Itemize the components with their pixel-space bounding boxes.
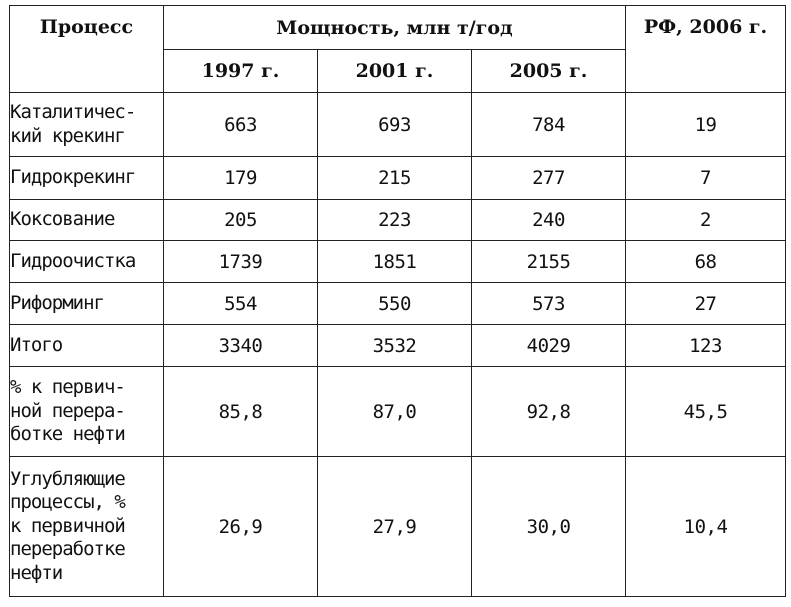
value-cell: 92,8 <box>472 367 626 457</box>
value-cell: 2155 <box>472 241 626 283</box>
table-row <box>10 93 786 157</box>
value-cell: 3340 <box>164 325 318 367</box>
value-cell: 550 <box>318 283 472 325</box>
value-cell: 277 <box>472 157 626 200</box>
capacity-table <box>9 5 786 597</box>
row-label: Углубляющие процессы, % к первичной переработке нефти <box>10 457 164 597</box>
row-label: Риформинг <box>10 283 164 325</box>
value-cell: 2 <box>626 200 786 241</box>
value-cell: 27,9 <box>318 457 472 597</box>
value-cell: 663 <box>164 93 318 157</box>
value-cell: 26,9 <box>164 457 318 597</box>
value-cell: 205 <box>164 200 318 241</box>
value-cell: 693 <box>318 93 472 157</box>
row-label: Каталитичес- кий крекинг <box>10 93 164 157</box>
table-row <box>10 367 786 457</box>
value-cell: 223 <box>318 200 472 241</box>
header-year-2001: 2001 г. <box>318 50 472 93</box>
header-rf-2006: РФ, 2006 г. <box>626 6 786 93</box>
value-cell: 10,4 <box>626 457 786 597</box>
value-cell: 68 <box>626 241 786 283</box>
value-cell: 573 <box>472 283 626 325</box>
table-row <box>10 325 786 367</box>
table-row <box>10 200 786 241</box>
row-label: % к первич- ной перера- ботке нефти <box>10 367 164 457</box>
header-capacity: Мощность, млн т/год <box>164 6 626 50</box>
value-cell: 27 <box>626 283 786 325</box>
table-row <box>10 241 786 283</box>
value-cell: 87,0 <box>318 367 472 457</box>
value-cell: 123 <box>626 325 786 367</box>
value-cell: 240 <box>472 200 626 241</box>
value-cell: 30,0 <box>472 457 626 597</box>
header-year-1997: 1997 г. <box>164 50 318 93</box>
value-cell: 784 <box>472 93 626 157</box>
value-cell: 1851 <box>318 241 472 283</box>
row-label: Коксование <box>10 200 164 241</box>
row-label: Итого <box>10 325 164 367</box>
value-cell: 7 <box>626 157 786 200</box>
value-cell: 3532 <box>318 325 472 367</box>
value-cell: 179 <box>164 157 318 200</box>
value-cell: 4029 <box>472 325 626 367</box>
header-process: Процесс <box>10 6 164 93</box>
value-cell: 1739 <box>164 241 318 283</box>
row-label: Гидроочистка <box>10 241 164 283</box>
header-year-2005: 2005 г. <box>472 50 626 93</box>
value-cell: 85,8 <box>164 367 318 457</box>
table-row <box>10 157 786 200</box>
value-cell: 19 <box>626 93 786 157</box>
row-label: Гидрокрекинг <box>10 157 164 200</box>
value-cell: 215 <box>318 157 472 200</box>
value-cell: 45,5 <box>626 367 786 457</box>
table-row <box>10 283 786 325</box>
value-cell: 554 <box>164 283 318 325</box>
table-row <box>10 457 786 597</box>
